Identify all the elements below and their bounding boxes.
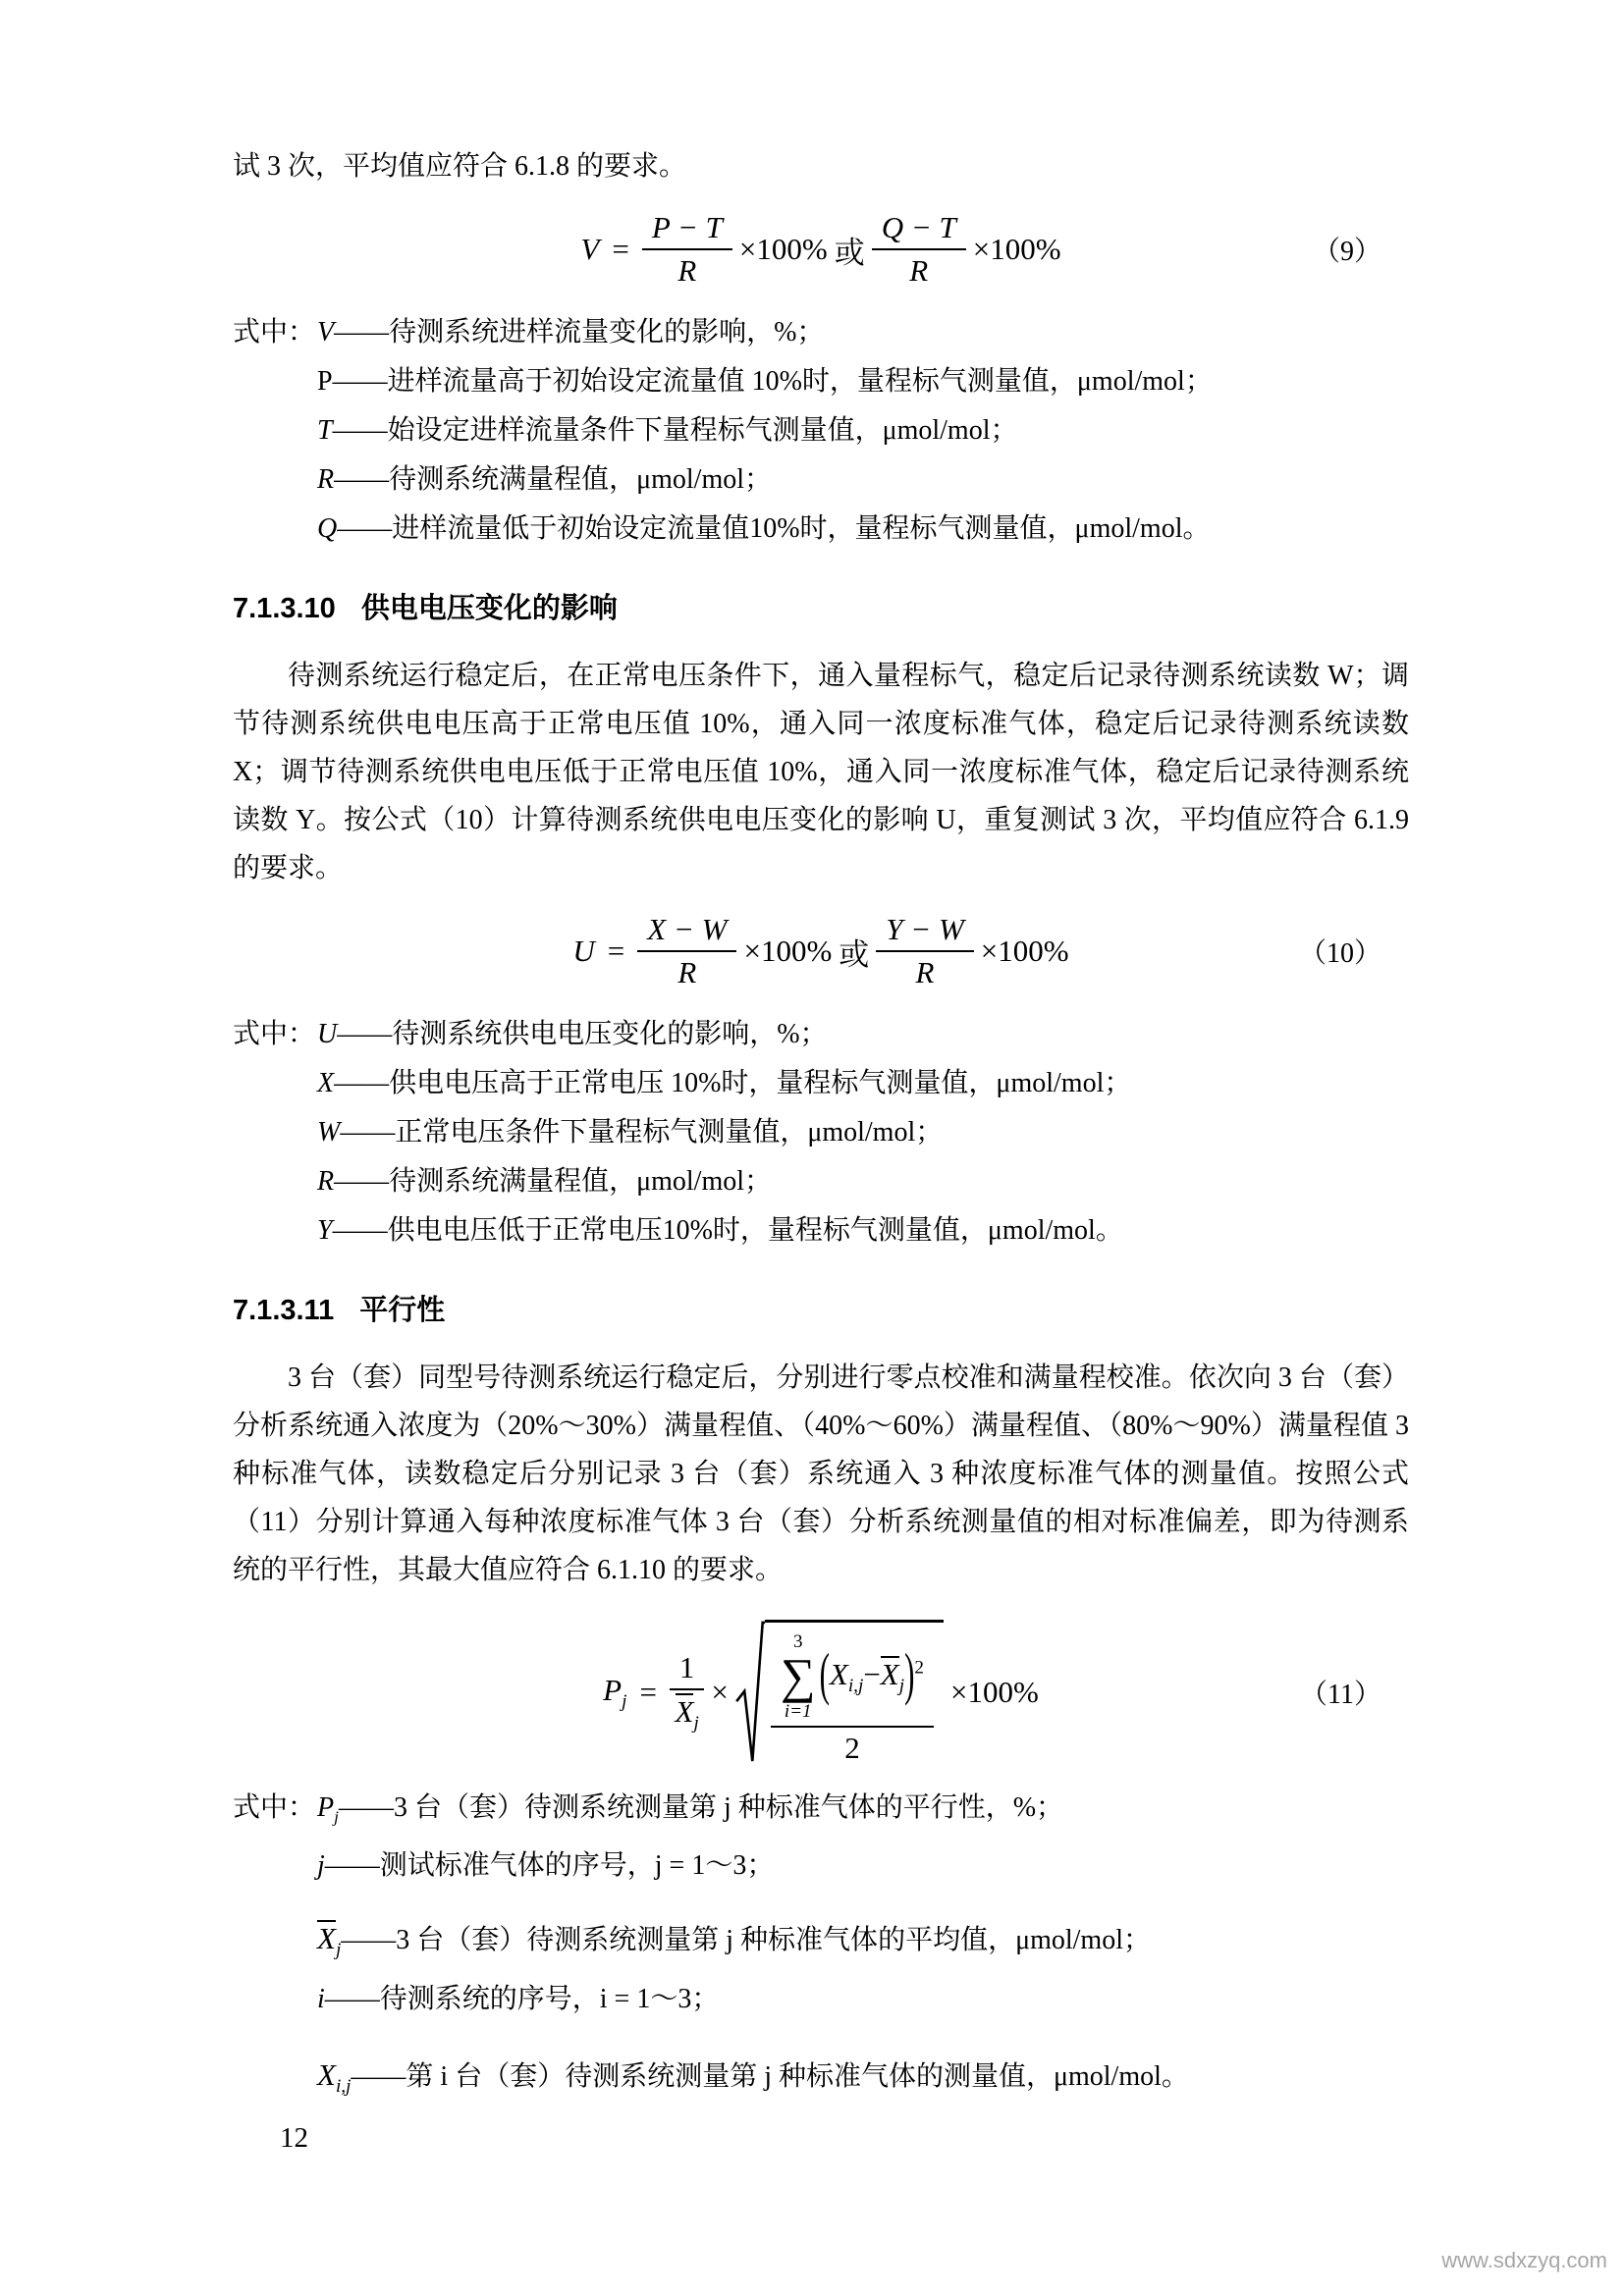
fraction-numerator: 1	[670, 1650, 705, 1690]
watermark: www.sdxzyq.com	[1441, 2248, 1607, 2272]
def-text: ——进样流量高于初始设定流量值 10%时，量程标气测量值，μmol/mol；	[332, 366, 1213, 397]
paragraph-7-1-3-11: 3 台（套）同型号待测系统运行稳定后，分别进行零点校准和满量程校准。依次向 3 台（套）分析系统通入浓度为（20%～30%）满量程值、（40%～60%）满量程值、（80%～90%）满量程值 3 种标准气体，读数稳定后分别记录 3 台（套）系统通入 3 种浓度标准气体的测量值。按照公式（11）分别计算通入每种浓度标准气体 3 台（套）分析系统测量值的相对标准偏差，即为待测系统的平行性，其最大值应符合 6.1.10 的要求。	[233, 1362, 1409, 1585]
def-text: ——待测系统供电电压变化的影响，%；	[337, 1019, 828, 1049]
def-row	[233, 406, 1409, 455]
def-row	[233, 1157, 1409, 1206]
fraction-denominator: $X_j$	[675, 1694, 699, 1735]
squared-term: $(X_{i,j}-X_j)^2$	[819, 1640, 925, 1706]
def-text: ——测试标准气体的序号，j = 1～3；	[324, 1850, 775, 1882]
def-symbol: i	[317, 1983, 325, 2014]
equals-sign: =	[639, 1675, 657, 1710]
def-text: ——待测系统的序号，i = 1～3；	[324, 1983, 720, 2014]
def-row	[233, 1108, 1409, 1157]
fraction	[642, 210, 732, 289]
def-row	[233, 308, 1409, 357]
def-text: ——待测系统满量程值，μmol/mol；	[334, 1166, 773, 1197]
def-row	[233, 1914, 1409, 1975]
formula-9-number: （9）	[1312, 237, 1381, 267]
intro-line: 试 3 次，平均值应符合 6.1.8 的要求。	[233, 151, 687, 182]
inner-denominator: 2	[844, 1730, 860, 1765]
def-symbol: $P_j$	[317, 1791, 339, 1827]
def-row	[233, 2051, 1409, 2111]
def-text: ——3 台（套）待测系统测量第 j 种标准气体的平均值，μmol/mol；	[341, 1924, 1151, 1955]
times-100: ×100%	[972, 232, 1061, 266]
formula-10-definitions	[233, 1010, 1409, 1255]
def-symbol: T	[317, 415, 333, 446]
radical-sign-icon	[735, 1620, 765, 1766]
section-title: 平行性	[359, 1295, 446, 1326]
def-row	[233, 505, 1409, 554]
def-text: ——进样流量低于初始设定流量值10%时，量程标气测量值，μmol/mol。	[337, 513, 1211, 544]
content	[233, 142, 1409, 2112]
formula-9-definitions	[233, 308, 1409, 554]
def-symbol: X	[317, 1068, 335, 1098]
def-symbol: V	[317, 317, 335, 347]
def-text: ——供电电压低于正常电压10%时，量程标气测量值，μmol/mol。	[332, 1215, 1123, 1246]
radical	[735, 1620, 944, 1766]
times-sign: ×	[711, 1675, 729, 1710]
def-symbol: j	[317, 1850, 325, 1882]
fraction	[876, 912, 973, 990]
fraction-numerator: Y − W	[876, 912, 973, 952]
fraction-denominator: R	[677, 955, 697, 989]
def-prefix: 式中：	[233, 1791, 316, 1823]
formula-9	[233, 210, 1409, 289]
section-number: 7.1.3.11	[233, 1295, 335, 1326]
formula-11-lhs: $P_j$	[603, 1672, 627, 1712]
fraction-denominator: R	[909, 253, 929, 288]
formula-10	[233, 912, 1409, 990]
def-symbol: U	[317, 1019, 338, 1049]
times-100: ×100%	[950, 1675, 1039, 1710]
formula-9-expression	[580, 210, 1060, 289]
inner-fraction	[771, 1630, 934, 1766]
def-symbol: R	[317, 464, 335, 495]
times-100: ×100%	[738, 232, 828, 266]
fraction	[670, 1650, 705, 1735]
fraction	[872, 210, 966, 289]
summation	[781, 1630, 816, 1723]
formula-11	[233, 1620, 1409, 1766]
sum-upper-limit: 3	[792, 1631, 803, 1652]
def-text: ——供电电压高于正常电压 10%时，量程标气测量值，μmol/mol；	[334, 1068, 1132, 1098]
def-symbol: $X_{i,j}$	[317, 2057, 352, 2098]
def-row	[233, 1059, 1409, 1108]
radicand	[765, 1620, 944, 1766]
def-text: ——始设定进样流量条件下量程标气测量值，μmol/mol；	[332, 415, 1018, 446]
formula-11-expression	[603, 1620, 1039, 1766]
def-row	[233, 357, 1409, 406]
paragraph-7-1-3-10: 待测系统运行稳定后，在正常电压条件下，通入量程标气，稳定后记录待测系统读数 W；调节待测系统供电电压高于正常电压值 10%，通入同一浓度标准气体，稳定后记录待测系统读数 X；调节待测系统供电电压低于正常电压值 10%，通入同一浓度标准气体，稳定后记录待测系统读数 Y。按公式（10）计算待测系统供电电压变化的影响 U，重复测试 3 次，平均值应符合 6.1.9 的要求。	[233, 661, 1409, 883]
def-symbol: R	[317, 1166, 335, 1197]
def-row	[233, 455, 1409, 505]
def-row	[233, 1842, 1409, 1900]
formula-11-definitions	[233, 1784, 1409, 2112]
def-symbol: Q	[317, 513, 338, 544]
def-prefix: 式中：	[233, 1019, 316, 1049]
def-symbol: $X_j$	[317, 1920, 342, 1960]
fraction-denominator: R	[677, 253, 697, 288]
def-symbol: P	[317, 366, 333, 397]
def-text: ——待测系统进样流量变化的影响，%；	[334, 317, 825, 347]
equals-sign: =	[612, 232, 629, 266]
or-word: 或	[834, 235, 865, 270]
times-100: ×100%	[980, 934, 1069, 968]
def-symbol: W	[317, 1117, 341, 1148]
fraction-denominator: R	[915, 955, 935, 989]
def-text: ——3 台（套）待测系统测量第 j 种标准气体的平行性，%；	[338, 1791, 1064, 1823]
times-100: ×100%	[743, 934, 833, 968]
def-row	[233, 1010, 1409, 1059]
page-number: 12	[280, 2122, 308, 2154]
def-text: ——第 i 台（套）待测系统测量第 j 种标准气体的测量值，μmol/mol。	[351, 2061, 1189, 2093]
section-header-7-1-3-11	[233, 1289, 1409, 1332]
def-text: ——正常电压条件下量程标气测量值，μmol/mol；	[340, 1117, 944, 1148]
sigma-icon: ∑	[780, 1648, 816, 1703]
fraction-numerator: Q − T	[872, 210, 966, 250]
fraction-numerator: X − W	[637, 912, 736, 952]
fraction	[637, 912, 736, 990]
section-title: 供电电压变化的影响	[360, 593, 618, 624]
formula-10-number: （10）	[1298, 938, 1381, 969]
sum-lower-limit: i=1	[784, 1700, 812, 1722]
formula-10-expression	[572, 912, 1068, 990]
section-header-7-1-3-10	[233, 587, 1409, 630]
formula-11-number: （11）	[1300, 1680, 1381, 1711]
equals-sign: =	[607, 934, 625, 968]
section-number: 7.1.3.10	[233, 593, 336, 624]
def-symbol: Y	[317, 1215, 333, 1246]
def-text: ——待测系统满量程值，μmol/mol；	[334, 464, 773, 495]
def-row	[233, 1206, 1409, 1255]
def-row	[233, 1975, 1409, 2034]
def-prefix: 式中：	[233, 317, 316, 347]
formula-9-lhs: V	[580, 232, 600, 266]
inner-numerator	[771, 1630, 934, 1728]
def-row	[233, 1784, 1409, 1842]
formula-10-lhs: U	[572, 934, 595, 968]
or-word: 或	[839, 936, 870, 972]
fraction-numerator: P − T	[642, 210, 732, 250]
